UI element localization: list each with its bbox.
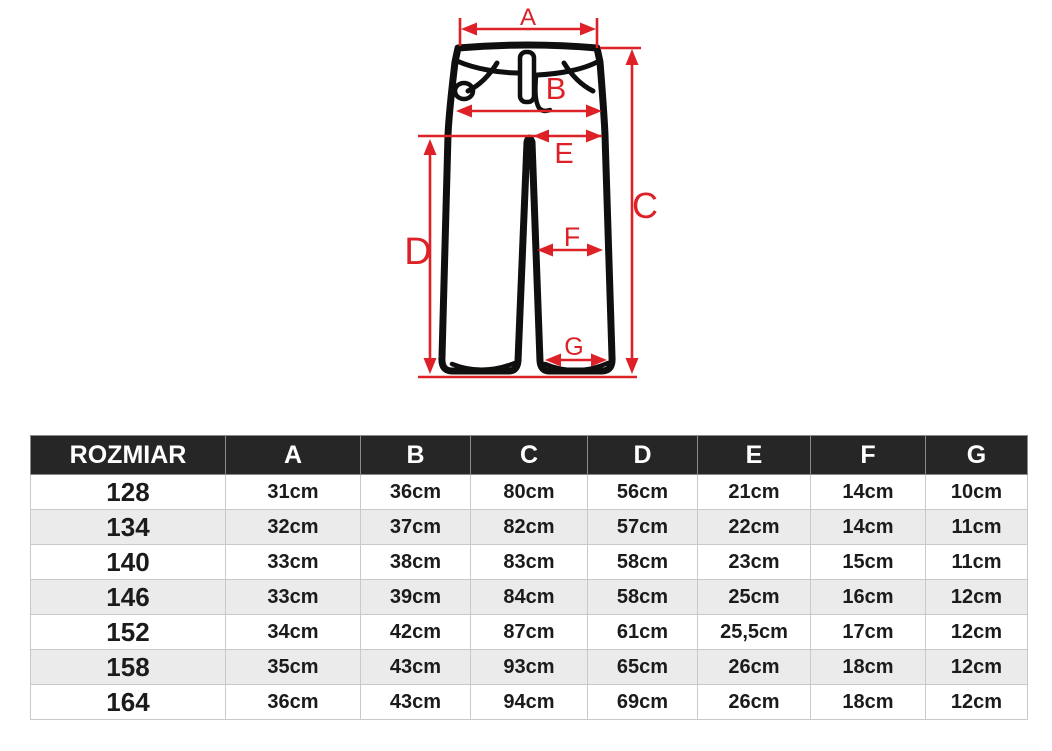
measure-cell: 12cm	[926, 650, 1028, 685]
measure-cell: 69cm	[588, 685, 698, 720]
size-chart-table	[30, 435, 1028, 720]
measure-cell: 23cm	[698, 545, 811, 580]
measure-cell: 57cm	[588, 510, 698, 545]
dimension-label-b: B	[545, 71, 567, 106]
measure-cell: 12cm	[926, 580, 1028, 615]
table-row-164	[31, 685, 1028, 720]
measure-cell: 43cm	[361, 650, 471, 685]
measure-cell: 21cm	[698, 475, 811, 510]
measure-cell: 12cm	[926, 615, 1028, 650]
size-cell: 128	[31, 475, 226, 510]
measure-cell: 83cm	[471, 545, 588, 580]
measure-cell: 18cm	[811, 685, 926, 720]
measure-cell: 36cm	[361, 475, 471, 510]
header-g: G	[926, 436, 1028, 475]
table-row-158	[31, 650, 1028, 685]
measure-cell: 10cm	[926, 475, 1028, 510]
measure-cell: 80cm	[471, 475, 588, 510]
measure-cell: 61cm	[588, 615, 698, 650]
measure-cell: 31cm	[226, 475, 361, 510]
dimension-label-a: A	[519, 4, 537, 31]
measure-cell: 94cm	[471, 685, 588, 720]
size-cell: 158	[31, 650, 226, 685]
table-row-152	[31, 615, 1028, 650]
measure-cell: 26cm	[698, 685, 811, 720]
measure-cell: 56cm	[588, 475, 698, 510]
measure-cell: 15cm	[811, 545, 926, 580]
header-b: B	[361, 436, 471, 475]
measure-cell: 18cm	[811, 650, 926, 685]
pants-outline	[442, 45, 612, 371]
measure-cell: 17cm	[811, 615, 926, 650]
header-a: A	[226, 436, 361, 475]
size-cell: 140	[31, 545, 226, 580]
measure-cell: 58cm	[588, 580, 698, 615]
header-f: F	[811, 436, 926, 475]
table-row-146	[31, 580, 1028, 615]
measure-cell: 11cm	[926, 545, 1028, 580]
measure-cell: 43cm	[361, 685, 471, 720]
dimension-label-f: F	[563, 222, 581, 252]
measure-cell: 39cm	[361, 580, 471, 615]
measure-cell: 14cm	[811, 475, 926, 510]
measure-cell: 33cm	[226, 580, 361, 615]
measure-cell: 12cm	[926, 685, 1028, 720]
measure-cell: 36cm	[226, 685, 361, 720]
dimension-label-d: D	[404, 231, 432, 273]
header-e: E	[698, 436, 811, 475]
measure-cell: 35cm	[226, 650, 361, 685]
measure-cell: 93cm	[471, 650, 588, 685]
table-row-134	[31, 510, 1028, 545]
measure-cell: 26cm	[698, 650, 811, 685]
size-cell: 164	[31, 685, 226, 720]
measure-cell: 87cm	[471, 615, 588, 650]
table-header-row	[31, 436, 1028, 475]
size-cell: 134	[31, 510, 226, 545]
size-cell: 146	[31, 580, 226, 615]
measure-cell: 33cm	[226, 545, 361, 580]
table-row-140	[31, 545, 1028, 580]
measure-cell: 25cm	[698, 580, 811, 615]
measure-cell: 38cm	[361, 545, 471, 580]
table-row-128	[31, 475, 1028, 510]
header-rozmiar: ROZMIAR	[31, 436, 226, 475]
measure-cell: 42cm	[361, 615, 471, 650]
header-d: D	[588, 436, 698, 475]
measure-cell: 14cm	[811, 510, 926, 545]
header-c: C	[471, 436, 588, 475]
measure-cell: 25,5cm	[698, 615, 811, 650]
measure-cell: 37cm	[361, 510, 471, 545]
dimension-label-e: E	[554, 138, 574, 170]
measure-cell: 34cm	[226, 615, 361, 650]
measure-cell: 11cm	[926, 510, 1028, 545]
measure-cell: 82cm	[471, 510, 588, 545]
measure-cell: 58cm	[588, 545, 698, 580]
dimension-a	[460, 4, 597, 48]
dimension-label-c: C	[632, 185, 658, 226]
measure-cell: 84cm	[471, 580, 588, 615]
dimension-d	[404, 139, 436, 374]
measure-cell: 32cm	[226, 510, 361, 545]
measure-cell: 65cm	[588, 650, 698, 685]
size-cell: 152	[31, 615, 226, 650]
measure-cell: 16cm	[811, 580, 926, 615]
dimension-label-g: G	[564, 333, 584, 361]
measure-cell: 22cm	[698, 510, 811, 545]
